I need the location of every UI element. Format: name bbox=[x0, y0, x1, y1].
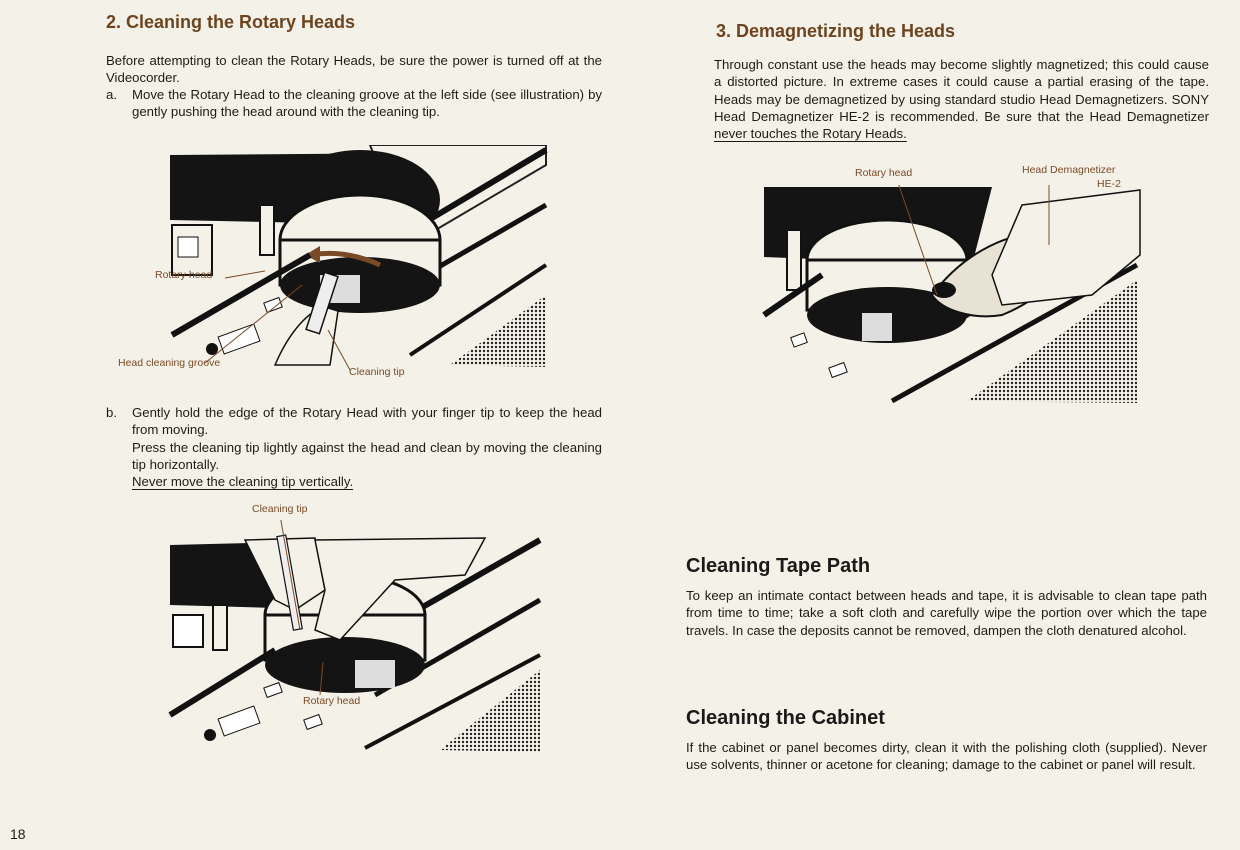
figure-demagnetizer bbox=[762, 185, 1142, 405]
section-3-body-text: Through constant use the heads may become slightly magnetized; this could cause a distorted picture. In extreme cases it could cause a partial erasing of the tape. Heads may be demagnetized by using standard studio Head Demagnetizers. SONY Head Demagnetizer HE-2 is recommended. bbox=[714, 57, 1209, 124]
fig1-label-cleaning-tip: Cleaning tip bbox=[349, 366, 405, 378]
fig2-label-cleaning-tip: Cleaning tip bbox=[252, 503, 308, 515]
step-b bbox=[106, 404, 602, 492]
section-3-body bbox=[714, 56, 1209, 142]
section-3-title: 3. Demagnetizing the Heads bbox=[716, 21, 956, 41]
section-2-title: 2. Cleaning the Rotary Heads bbox=[106, 12, 356, 32]
page-number: 18 bbox=[10, 826, 26, 842]
figure-cleaning-head bbox=[165, 520, 545, 755]
cabinet-body: If the cabinet or panel becomes dirty, clean it with the polishing cloth (supplied). Never use solvents, thinner or acetone for cleaning; damage to the cabinet or panel will result. bbox=[686, 740, 1207, 773]
rotary-drum-2 bbox=[265, 637, 425, 693]
figure-rotary-head-groove bbox=[110, 145, 550, 380]
groove-knob bbox=[206, 343, 218, 355]
fig2-label-rotary-head: Rotary head bbox=[303, 695, 361, 707]
tape-path-body: To keep an intimate contact between heads and tape, it is advisable to clean tape path from time to time; take a soft cloth and carefully wipe the portion over which the tape travels. In case the deposits cannot be removed, dampen the cloth denatured alcohol. bbox=[686, 588, 1207, 638]
step-b-line1: Gently hold the edge of the Rotary Head with your finger tip to keep the head from moving. bbox=[132, 405, 602, 438]
fig3-label-demagnetizer: Head Demagnetizer bbox=[1022, 164, 1116, 176]
step-b-text bbox=[132, 404, 602, 490]
step-a bbox=[106, 86, 602, 122]
hand-3 bbox=[992, 190, 1140, 305]
step-b-line2: Press the cleaning tip lightly against the head and clean by moving the cleaning tip horizontally. bbox=[132, 439, 602, 472]
step-a-marker: a. bbox=[106, 87, 117, 102]
section-3-warning: never touches the Rotary Heads. bbox=[714, 126, 907, 142]
section-2-intro: Before attempting to clean the Rotary Heads, be sure the power is turned off at the Videocorder. bbox=[106, 53, 602, 86]
fig3-label-model: HE-2 bbox=[1097, 178, 1121, 190]
section-3-last-line: Be sure that the Head Demagnetizer bbox=[984, 108, 1209, 124]
fig3-label-rotary-head: Rotary head bbox=[855, 167, 913, 179]
fig1-label-cleaning-groove: Head cleaning groove bbox=[118, 357, 221, 369]
step-a-text: Move the Rotary Head to the cleaning groove at the left side (see illustration) by gently pushing the head around with the cleaning tip. bbox=[132, 87, 602, 120]
tape-path-title: Cleaning Tape Path bbox=[686, 555, 871, 577]
cabinet-title: Cleaning the Cabinet bbox=[686, 707, 885, 729]
step-b-marker: b. bbox=[106, 405, 117, 420]
step-b-warning: Never move the cleaning tip vertically. bbox=[132, 474, 354, 490]
fig1-label-rotary-head: Rotary head bbox=[155, 269, 213, 281]
